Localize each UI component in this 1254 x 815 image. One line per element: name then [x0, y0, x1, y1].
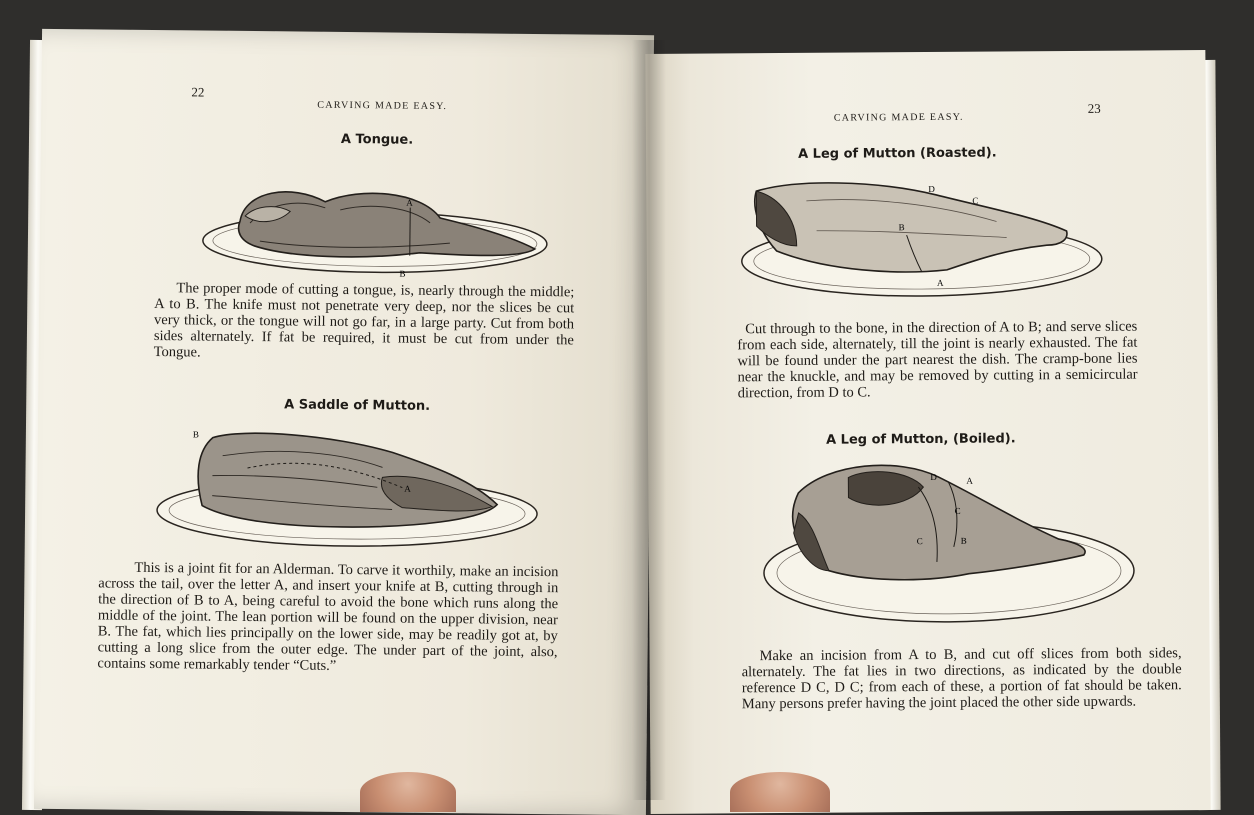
saddle-of-mutton-illustration [152, 415, 543, 559]
leg-of-mutton-roasted-text: Cut through to the bone, in the direction of A to B; and serve slices from each side, alternately, till the joint is nearly exhausted. The fat will be found under the part nearest the dish. The cramp-bone lies near the knuckle, and may be removed by cutting in a semicircular direction, from D to C. [737, 318, 1138, 402]
saddle-letter-b: B [192, 429, 199, 440]
left-page-number: 22 [191, 84, 205, 100]
left-page [34, 29, 654, 815]
leg-of-mutton-boiled-illustration [758, 451, 1139, 634]
boiled-letter-c-lower: C [916, 536, 923, 547]
tongue-text: The proper mode of cutting a tongue, is, nearly through the middle; A to B. The knife must not penetrate very deep, nor the slices be cut very thick, or the tongue will not go far, in a large party. Cut from both sides alternately. If fat be required, it must be cut from under the Tongue. [153, 280, 575, 361]
boiled-letter-a: A [966, 475, 973, 486]
right-thumb [730, 772, 830, 812]
tongue-letter-a: A [406, 197, 413, 208]
heading-leg-of-mutton-roasted: A Leg of Mutton (Roasted). [798, 145, 997, 162]
roasted-letter-b: B [898, 222, 905, 233]
boiled-letter-d: D [930, 471, 937, 482]
saddle-of-mutton-text: This is a joint fit for an Alderman. To carve it worthily, make an incision across the tail, over the letter A, and insert your knife at B, cutting through in the direction of B to A, being careful to avoid the bone which runs along the middle of the joint. The lean portion will be found on the upper division, near B. The fat, which lies principally on the lower side, may be readily got at, by cutting a long slice from the outer edge. The under part of the joint, also, contains some remarkably tender “Cuts.” [97, 559, 559, 674]
leg-of-mutton-boiled-text: Make an incision from A to B, and cut off slices from both sides, alternately. The fat lies in two directions, as indicated by the double reference D C, D C; from each of these, a portion of fat should be taken. Many persons prefer having the joint placed the other side upwards. [741, 645, 1182, 713]
heading-leg-of-mutton-boiled: A Leg of Mutton, (Boiled). [826, 431, 1016, 448]
heading-tongue: A Tongue. [340, 131, 414, 148]
heading-saddle-of-mutton: A Saddle of Mutton. [284, 397, 431, 414]
roasted-letter-c: C [972, 195, 979, 206]
left-thumb [360, 772, 456, 812]
right-page [645, 50, 1210, 814]
boiled-letter-c-upper: C [954, 505, 961, 516]
right-page-number: 23 [1087, 100, 1101, 116]
leg-of-mutton-roasted-illustration [736, 169, 1107, 312]
roasted-letter-d: D [928, 183, 935, 194]
boiled-letter-b: B [960, 535, 967, 546]
tongue-illustration [199, 160, 560, 282]
roasted-letter-a: A [936, 277, 944, 288]
tongue-letter-b: B [399, 268, 406, 279]
saddle-letter-a: A [404, 483, 411, 494]
right-running-head: CARVING MADE EASY. [833, 111, 964, 124]
left-running-head: CARVING MADE EASY. [317, 99, 448, 113]
book-gutter [632, 40, 666, 800]
